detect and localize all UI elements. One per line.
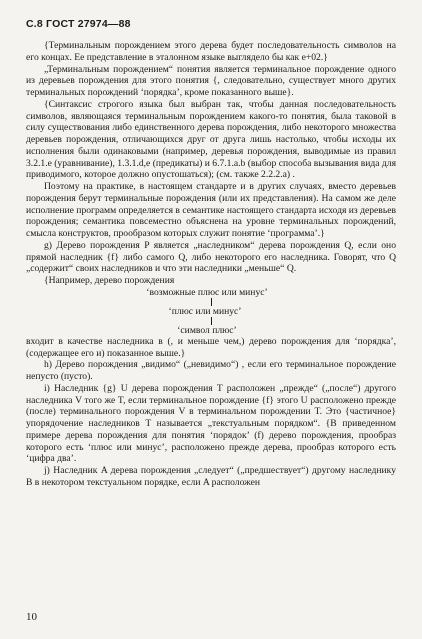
tree-connector-line [26,298,396,306]
paragraph: Поэтому на практике, в настоящем стандарте и в других случаях, вместо деревьев порождения берут терминальные порождения (или их представления). На самом же деле исполнение программ определяется в семантике настоящего стандарта исходя из деревьев порождения; семантика повсеместно объяснена на уровне терминальных порождений, смысла конструктов, прообразом которых служит понятие ‘программа’.} [26,181,396,239]
paragraph: j) Наследник A дерева порождения „следует“ („предшествует“) другому наследнику B в некотором текстуальном порядке, если A расположен [26,465,396,488]
tree-root-node: ‘возможные плюс или минус’ [146,286,268,298]
page-header: С.8 ГОСТ 27974—88 [26,18,131,30]
paragraph: входит в качестве наследника в (, и меньше чем,) дерево порождения для ‘порядка’, (содержащее его и) показанное выше.} [26,335,396,359]
paragraph: i) Наследник {g} U дерева порождения T расположен „прежде“ („после“) другого наследника V того же T, если терминальное порождение {f} этого U расположено прежде (после) терминального порождения V в терминальном порождении T. Это {частичное} упорядочение наследников T называется „текстуальным порядком“. {В приведенном примере дерева порождения для понятия ‘порядок’ (f) дерево порождения, прообраз которого есть ‘плюс или минус’, расположено прежде дерева, прообраз которого есть ‘цифра два’. [26,382,396,465]
page-content [26,40,396,489]
tree-connector-line [26,317,396,325]
paragraph: {Например, дерево порождения [44,275,175,286]
page-number: 10 [26,611,37,623]
paragraph: {Синтаксис строгого языка был выбран так, чтобы данная последовательность символов, являющаяся терминальным порождением какого-то понятия, была таковой в силу существования либо единственного дерева порождения, либо некоторого множества деревьев порождения, отличающихся друг от друга лишь настолько, чтобы исходы их исполнения были одинаковыми (например, деревья порождения, выводимые из правил 3.2.1.e (уравнивание), 1.3.1.d,e (предикаты) и 6.7.1.a.b (выбор способа вызывания вида для приводимого, которое должно опустошаться); (см. также 2.2.2.а) . [26,98,397,181]
paragraph: {Терминальным порождением этого дерева будет последовательность символов на его концах. Ее представление в эталонном языке выглядело бы как e+02.} [26,40,396,63]
tree-middle-node: ‘плюс или минус’ [168,305,242,317]
paragraph: „Терминальным порождением“ понятия является терминальное порождение одного из деревьев порождения для этого понятия {, следовательно, существует много других терминальных порождений ‘порядка’, кроме показанного выше}. [26,63,396,98]
derivation-tree [26,287,396,336]
tree-leaf-node: ‘символ плюс’ [177,324,237,336]
paragraph: h) Дерево порождения „видимо“ („невидимо“) , если его терминальное порождение непусто (пусто). [26,359,396,382]
paragraph: g) Дерево порождения P является „наследником“ дерева порождения Q, если оно прямой наследник {f} либо самого Q, либо некоторого его наследника. Говорят, что Q „содержит“ своих наследников и что эти наследники „меньше“ Q. [26,239,396,275]
